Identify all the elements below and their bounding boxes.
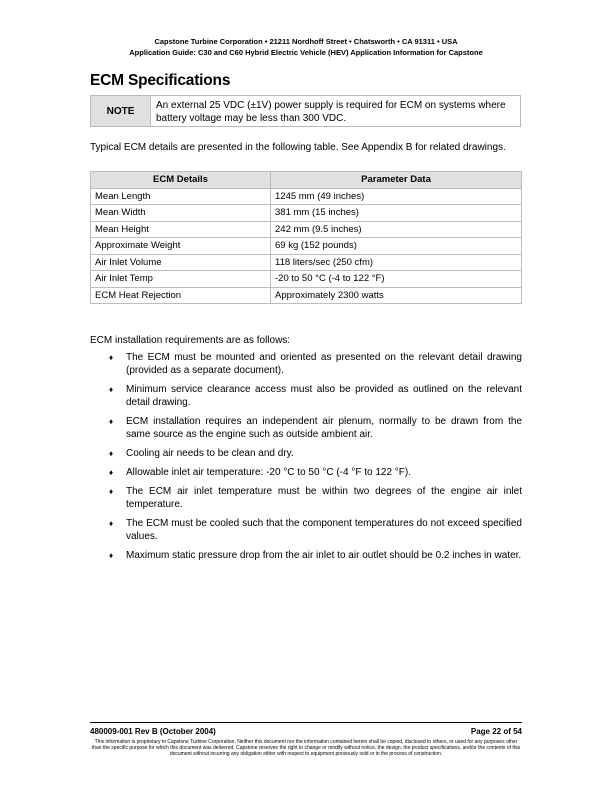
ecm-spec-table: [90, 171, 522, 304]
list-item-text: Cooling air needs to be clean and dry.: [126, 448, 294, 459]
table-cell-value: 381 mm (15 inches): [271, 205, 522, 222]
table-cell-value: 69 kg (152 pounds): [271, 238, 522, 255]
table-cell-detail: Air Inlet Volume: [91, 254, 271, 271]
diamond-bullet-icon: ♦: [109, 487, 114, 496]
diamond-bullet-icon: ♦: [109, 519, 114, 528]
diamond-bullet-icon: ♦: [109, 417, 114, 426]
note-box: [90, 95, 521, 127]
page-header: [60, 36, 552, 58]
table-row: [91, 205, 522, 222]
note-label: NOTE: [91, 96, 151, 126]
list-item-text: Maximum static pressure drop from the air inlet to air outlet should be 0.2 inches in water.: [126, 550, 522, 561]
section-title: ECM Specifications: [90, 72, 231, 89]
list-item-text: Allowable inlet air temperature: -20 °C to 50 °C (-4 °F to 122 °F).: [126, 467, 411, 478]
list-item: [90, 351, 522, 377]
note-text: An external 25 VDC (±1V) power supply is required for ECM on systems where battery voltage may be less than 300 VDC.: [156, 100, 506, 124]
diamond-bullet-icon: ♦: [109, 449, 114, 458]
header-guide-title: Application Guide: C30 and C60 Hybrid Electric Vehicle (HEV) Application Information for Capstone: [129, 48, 483, 57]
footer-document-id: 480009-001 Rev B (October 2004): [90, 727, 216, 736]
table-cell-detail: ECM Heat Rejection: [91, 287, 271, 304]
col-header-ecm-details: ECM Details: [91, 172, 271, 189]
table-cell-detail: Air Inlet Temp: [91, 271, 271, 288]
list-item: [90, 517, 522, 543]
requirements-list: [90, 351, 522, 568]
table-row: [91, 271, 522, 288]
table-row: [91, 287, 522, 304]
col-header-parameter-data: Parameter Data: [271, 172, 522, 189]
footer-divider: [90, 722, 522, 723]
table-cell-value: 1245 mm (49 inches): [271, 188, 522, 205]
table-cell-value: 242 mm (9.5 inches): [271, 221, 522, 238]
table-row: [91, 238, 522, 255]
footer-page-number: Page 22 of 54: [470, 727, 522, 736]
table-header-row: [91, 172, 522, 189]
list-item-text: The ECM air inlet temperature must be within two degrees of the engine air inlet temperature.: [126, 486, 522, 510]
diamond-bullet-icon: ♦: [109, 353, 114, 362]
table-row: [91, 254, 522, 271]
table-cell-value: -20 to 50 °C (-4 to 122 °F): [271, 271, 522, 288]
list-item-text: Minimum service clearance access must also be provided as outlined on the relevant detail drawing.: [126, 384, 522, 408]
list-item-text: The ECM must be mounted and oriented as presented on the relevant detail drawing (provided as a separate document).: [126, 352, 522, 376]
table-cell-detail: Mean Height: [91, 221, 271, 238]
diamond-bullet-icon: ♦: [109, 468, 114, 477]
requirements-intro: ECM installation requirements are as follows:: [90, 335, 291, 346]
intro-paragraph: Typical ECM details are presented in the following table. See Appendix B for related drawings.: [90, 142, 506, 153]
list-item: [90, 415, 522, 441]
list-item: [90, 383, 522, 409]
list-item: [90, 485, 522, 511]
footer-legal-notice: This information is proprietary to Capstone Turbine Corporation. Neither this document nor the information contained herein shall be copied, disclosed to others, or used for any purposes other than the specific purpose for which this document was delivered. Capstone reserves the right to change or modify without notice, the design, the product specifications, and/or the contents of this document without incurring any obligation either with respect to equipment previously sold or in the process of construction.: [91, 739, 521, 758]
list-item-text: The ECM must be cooled such that the component temperatures do not exceed specified values.: [126, 518, 522, 542]
table-cell-detail: Mean Length: [91, 188, 271, 205]
list-item: [90, 549, 522, 562]
table-cell-detail: Mean Width: [91, 205, 271, 222]
table-cell-value: 118 liters/sec (250 cfm): [271, 254, 522, 271]
table-row: [91, 221, 522, 238]
header-company-line: Capstone Turbine Corporation • 21211 Nordhoff Street • Chatsworth • CA 91311 • USA: [154, 37, 458, 46]
list-item: [90, 466, 522, 479]
list-item: [90, 447, 522, 460]
table-row: [91, 188, 522, 205]
table-cell-value: Approximately 2300 watts: [271, 287, 522, 304]
diamond-bullet-icon: ♦: [109, 385, 114, 394]
list-item-text: ECM installation requires an independent air plenum, normally to be drawn from the same source as the engine such as outside ambient air.: [126, 416, 522, 440]
table-cell-detail: Approximate Weight: [91, 238, 271, 255]
diamond-bullet-icon: ♦: [109, 551, 114, 560]
